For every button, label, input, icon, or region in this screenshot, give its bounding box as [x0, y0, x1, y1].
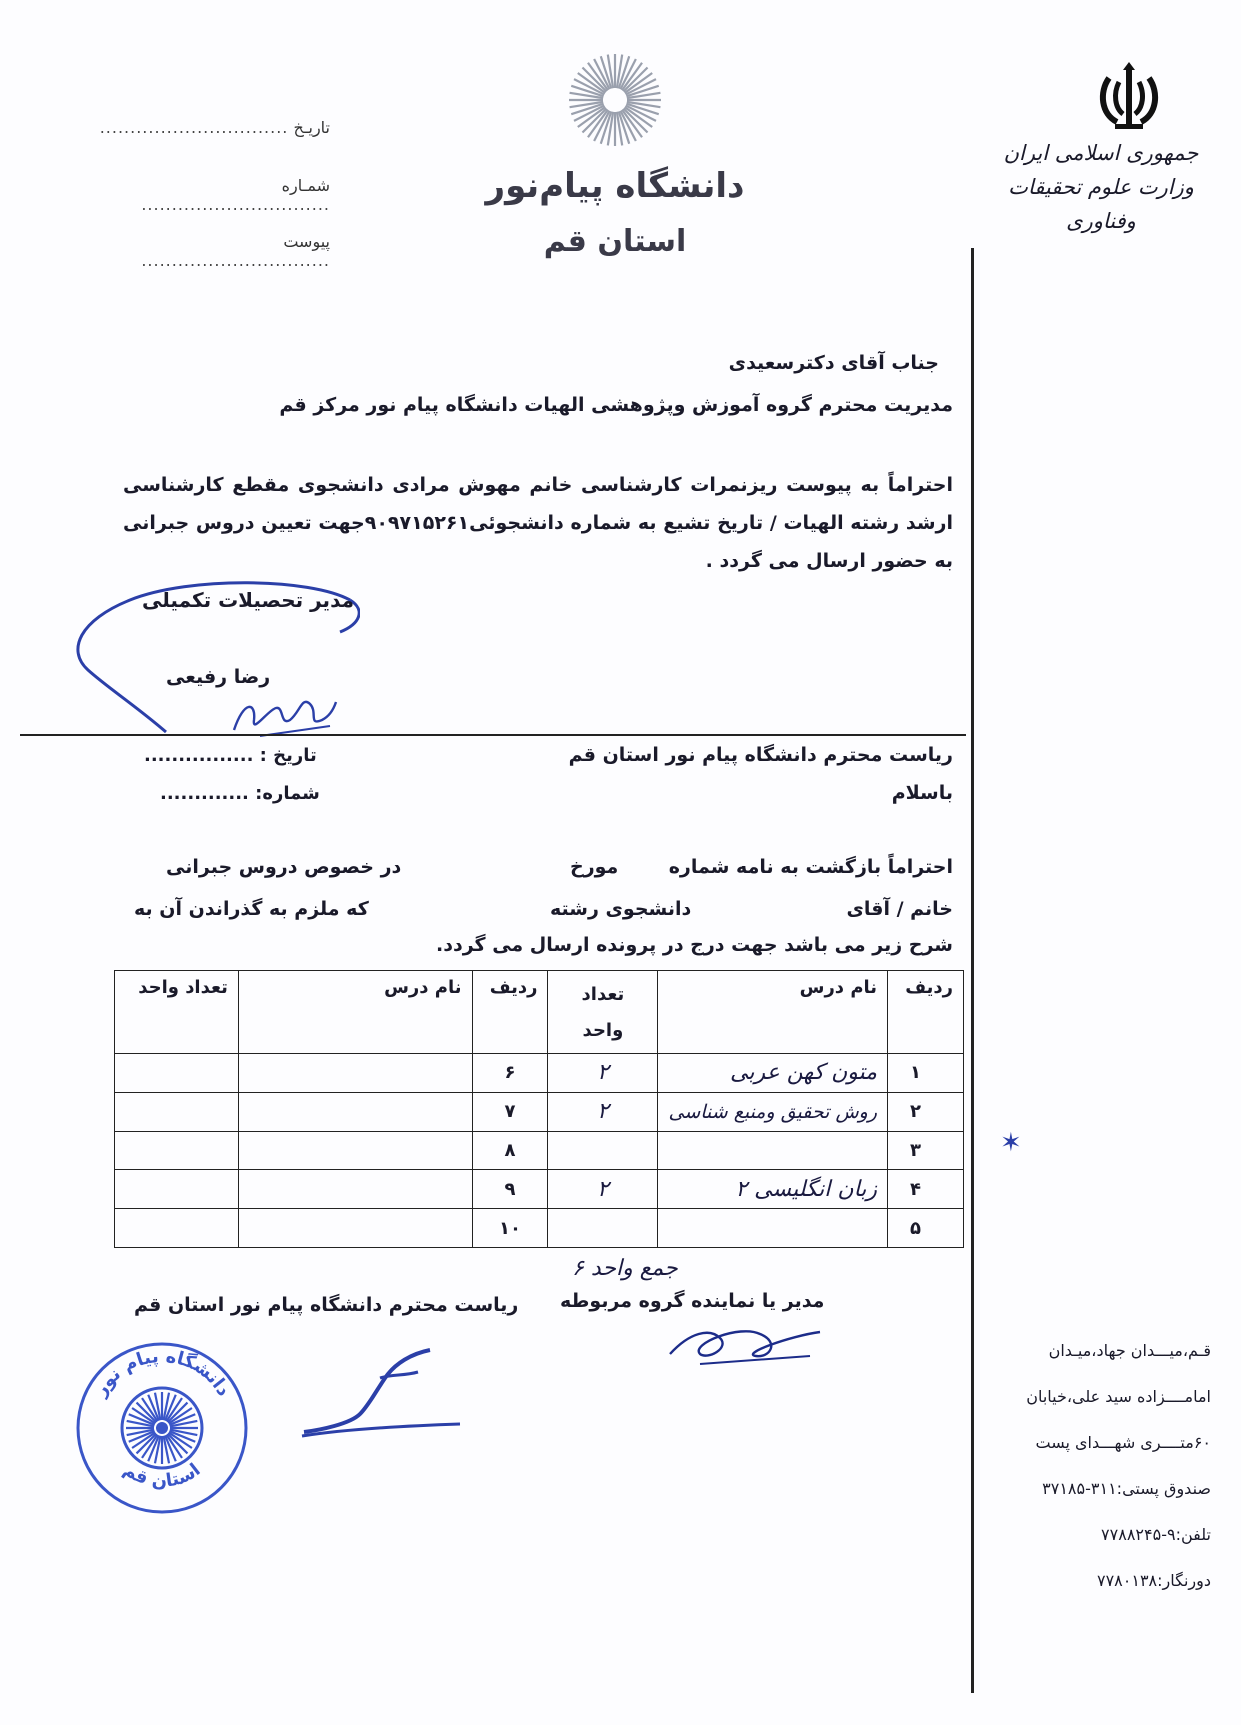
course-units-cell [115, 1170, 239, 1209]
seal-top-text: دانشگاه پیام نور [89, 1345, 235, 1400]
header-row-1: ردیف [888, 971, 964, 1054]
header-number-label: شمـاره [281, 176, 330, 195]
row-number-cell: ۹ [472, 1170, 548, 1209]
table-row [115, 1131, 964, 1170]
letter-recipient: جناب آقای دکترسعیدی [728, 352, 939, 374]
signer-name: رضا رفیعی [166, 666, 271, 688]
address-line-4: صندوق پستی:۳۱۱-۳۷۱۸۵ [1042, 1479, 1211, 1498]
reply-greeting: باسلام [891, 782, 953, 804]
header-units-2: تعداد واحد [115, 971, 239, 1054]
row-number-cell: ۱۰ [472, 1209, 548, 1248]
header-date-field [90, 118, 330, 137]
header-attachment-label: پیوست [283, 232, 330, 251]
header-course-2: نام درس [238, 971, 472, 1054]
course-name-cell [238, 1131, 472, 1170]
address-line-3: ۶۰متــــری شهـــدای پست [1035, 1433, 1211, 1452]
courses-table [114, 970, 964, 1248]
course-units-cell [548, 1209, 658, 1248]
address-fax: دورنگار:۷۷۸۰۱۳۸ [1096, 1571, 1211, 1590]
table-row [115, 1092, 964, 1131]
header-number-field [90, 176, 330, 214]
reply-student-label: خانم / آقای [846, 898, 953, 920]
row-number-cell: ۲ [888, 1092, 964, 1131]
table-row [115, 1209, 964, 1248]
seal-bottom-text: استان قم [119, 1459, 205, 1492]
course-units-cell: ۲ [548, 1170, 658, 1209]
table-header-row [115, 971, 964, 1054]
row-number-cell: ۴ [888, 1170, 964, 1209]
course-units-cell: ۲ [548, 1092, 658, 1131]
ministry-block [981, 136, 1221, 238]
letter-recipient-title: مدیریت محترم گروه آموزش وپژوهشی الهیات دانشگاه پیام نور مرکز قم [279, 394, 953, 416]
header-date-dots: ............................... [99, 118, 289, 137]
group-manager-label: مدیر یا نماینده گروه مربوطه [560, 1290, 825, 1312]
header-units-line1: تعداد [581, 984, 625, 1005]
payame-noor-logo-icon [560, 50, 670, 155]
reply-obligation: که ملزم به گذراندن آن به [134, 898, 369, 920]
course-name-cell [658, 1209, 888, 1248]
course-name-cell [238, 1170, 472, 1209]
address-line-2: امامــــزاده سید علی،خیابان [1026, 1387, 1211, 1406]
iran-emblem-icon [1095, 60, 1163, 132]
header-units-line2: واحد [582, 1020, 624, 1041]
university-seal-icon [74, 1342, 250, 1514]
president-label: ریاست محترم دانشگاه پیام نور استان قم [134, 1294, 519, 1316]
reply-details: شرح زیر می باشد جهت درج در پرونده ارسال می گردد. [436, 934, 953, 956]
header-row-2: ردیف [472, 971, 548, 1054]
row-number-cell: ۱ [888, 1053, 964, 1092]
course-units-cell [115, 1053, 239, 1092]
address-line-1: قـم،میـــدان جهاد،میـدان [1048, 1341, 1211, 1360]
province-name: استان قم [543, 224, 687, 259]
header-attachment-dots: ............................... [141, 251, 330, 270]
header-units-1 [548, 971, 658, 1054]
vertical-divider [971, 248, 974, 1693]
signer-title: مدیر تحصیلات تکمیلی [142, 588, 355, 612]
row-number-cell: ۶ [472, 1053, 548, 1092]
reply-number-field: شماره: ............. [160, 783, 320, 804]
horizontal-divider [20, 734, 966, 736]
handwritten-total-units: جمع واحد ۶ [572, 1256, 678, 1281]
course-name-cell: متون کهن عربی [658, 1053, 888, 1092]
course-name-cell [238, 1053, 472, 1092]
course-name-cell [238, 1209, 472, 1248]
row-number-cell: ۷ [472, 1092, 548, 1131]
signature-president-icon [300, 1344, 470, 1444]
margin-star-icon: ✶ [1000, 1128, 1022, 1158]
course-units-cell [115, 1209, 239, 1248]
course-name-cell: زبان انگلیسی ۲ [658, 1170, 888, 1209]
university-name: دانشگاه پیام‌نور [485, 166, 745, 206]
signature-group-manager-icon [660, 1314, 830, 1374]
address-phone: تلفن:۹-۷۷۸۸۲۴۵ [1101, 1525, 1211, 1544]
ministry-name: وزارت علوم تحقیقات وفناوری [1008, 175, 1194, 233]
signature-rafiei-icon [230, 690, 340, 740]
course-units-cell [548, 1131, 658, 1170]
header-number-dots: ............................... [141, 195, 330, 214]
row-number-cell: ۳ [888, 1131, 964, 1170]
header-course-1: نام درس [658, 971, 888, 1054]
header-date-label: تاریـخ [293, 118, 330, 137]
country-name: جمهوری اسلامی ایران [1003, 141, 1199, 165]
table-row [115, 1053, 964, 1092]
university-title [440, 158, 790, 270]
letter-paragraph: احتراماً به پیوست ریزنمرات کارشناسی خانم مهوش مرادی دانشجوی مقطع کارشناسی ارشد رشته الهیات / تاریخ تشیع به شماره دانشجوئی۹۰۹۷۱۵۲۶۱جهت تعیین دروس جبرانی به حضور ارسال می گردد . [123, 474, 953, 572]
course-name-cell [238, 1092, 472, 1131]
svg-text:استان قم [120, 1459, 205, 1492]
reply-major-label: دانشجوی رشته [550, 898, 692, 920]
reply-subject: در خصوص دروس جبرانی [166, 856, 402, 878]
header-attachment-field [90, 232, 330, 270]
row-number-cell: ۵ [888, 1209, 964, 1248]
course-name-cell: روش تحقیق ومنبع شناسی [658, 1092, 888, 1131]
address-block [981, 1328, 1211, 1604]
reply-date-field: تاریخ : ................ [144, 745, 317, 766]
row-number-cell: ۸ [472, 1131, 548, 1170]
reply-ref-intro: احتراماً بازگشت به نامه شماره [668, 856, 953, 878]
reply-addressee: ریاست محترم دانشگاه پیام نور استان قم [568, 744, 953, 766]
course-name-cell [658, 1131, 888, 1170]
course-units-cell [115, 1131, 239, 1170]
course-units-cell: ۲ [548, 1053, 658, 1092]
course-units-cell [115, 1092, 239, 1131]
reply-dated: مورخ [570, 856, 619, 878]
table-row [115, 1170, 964, 1209]
